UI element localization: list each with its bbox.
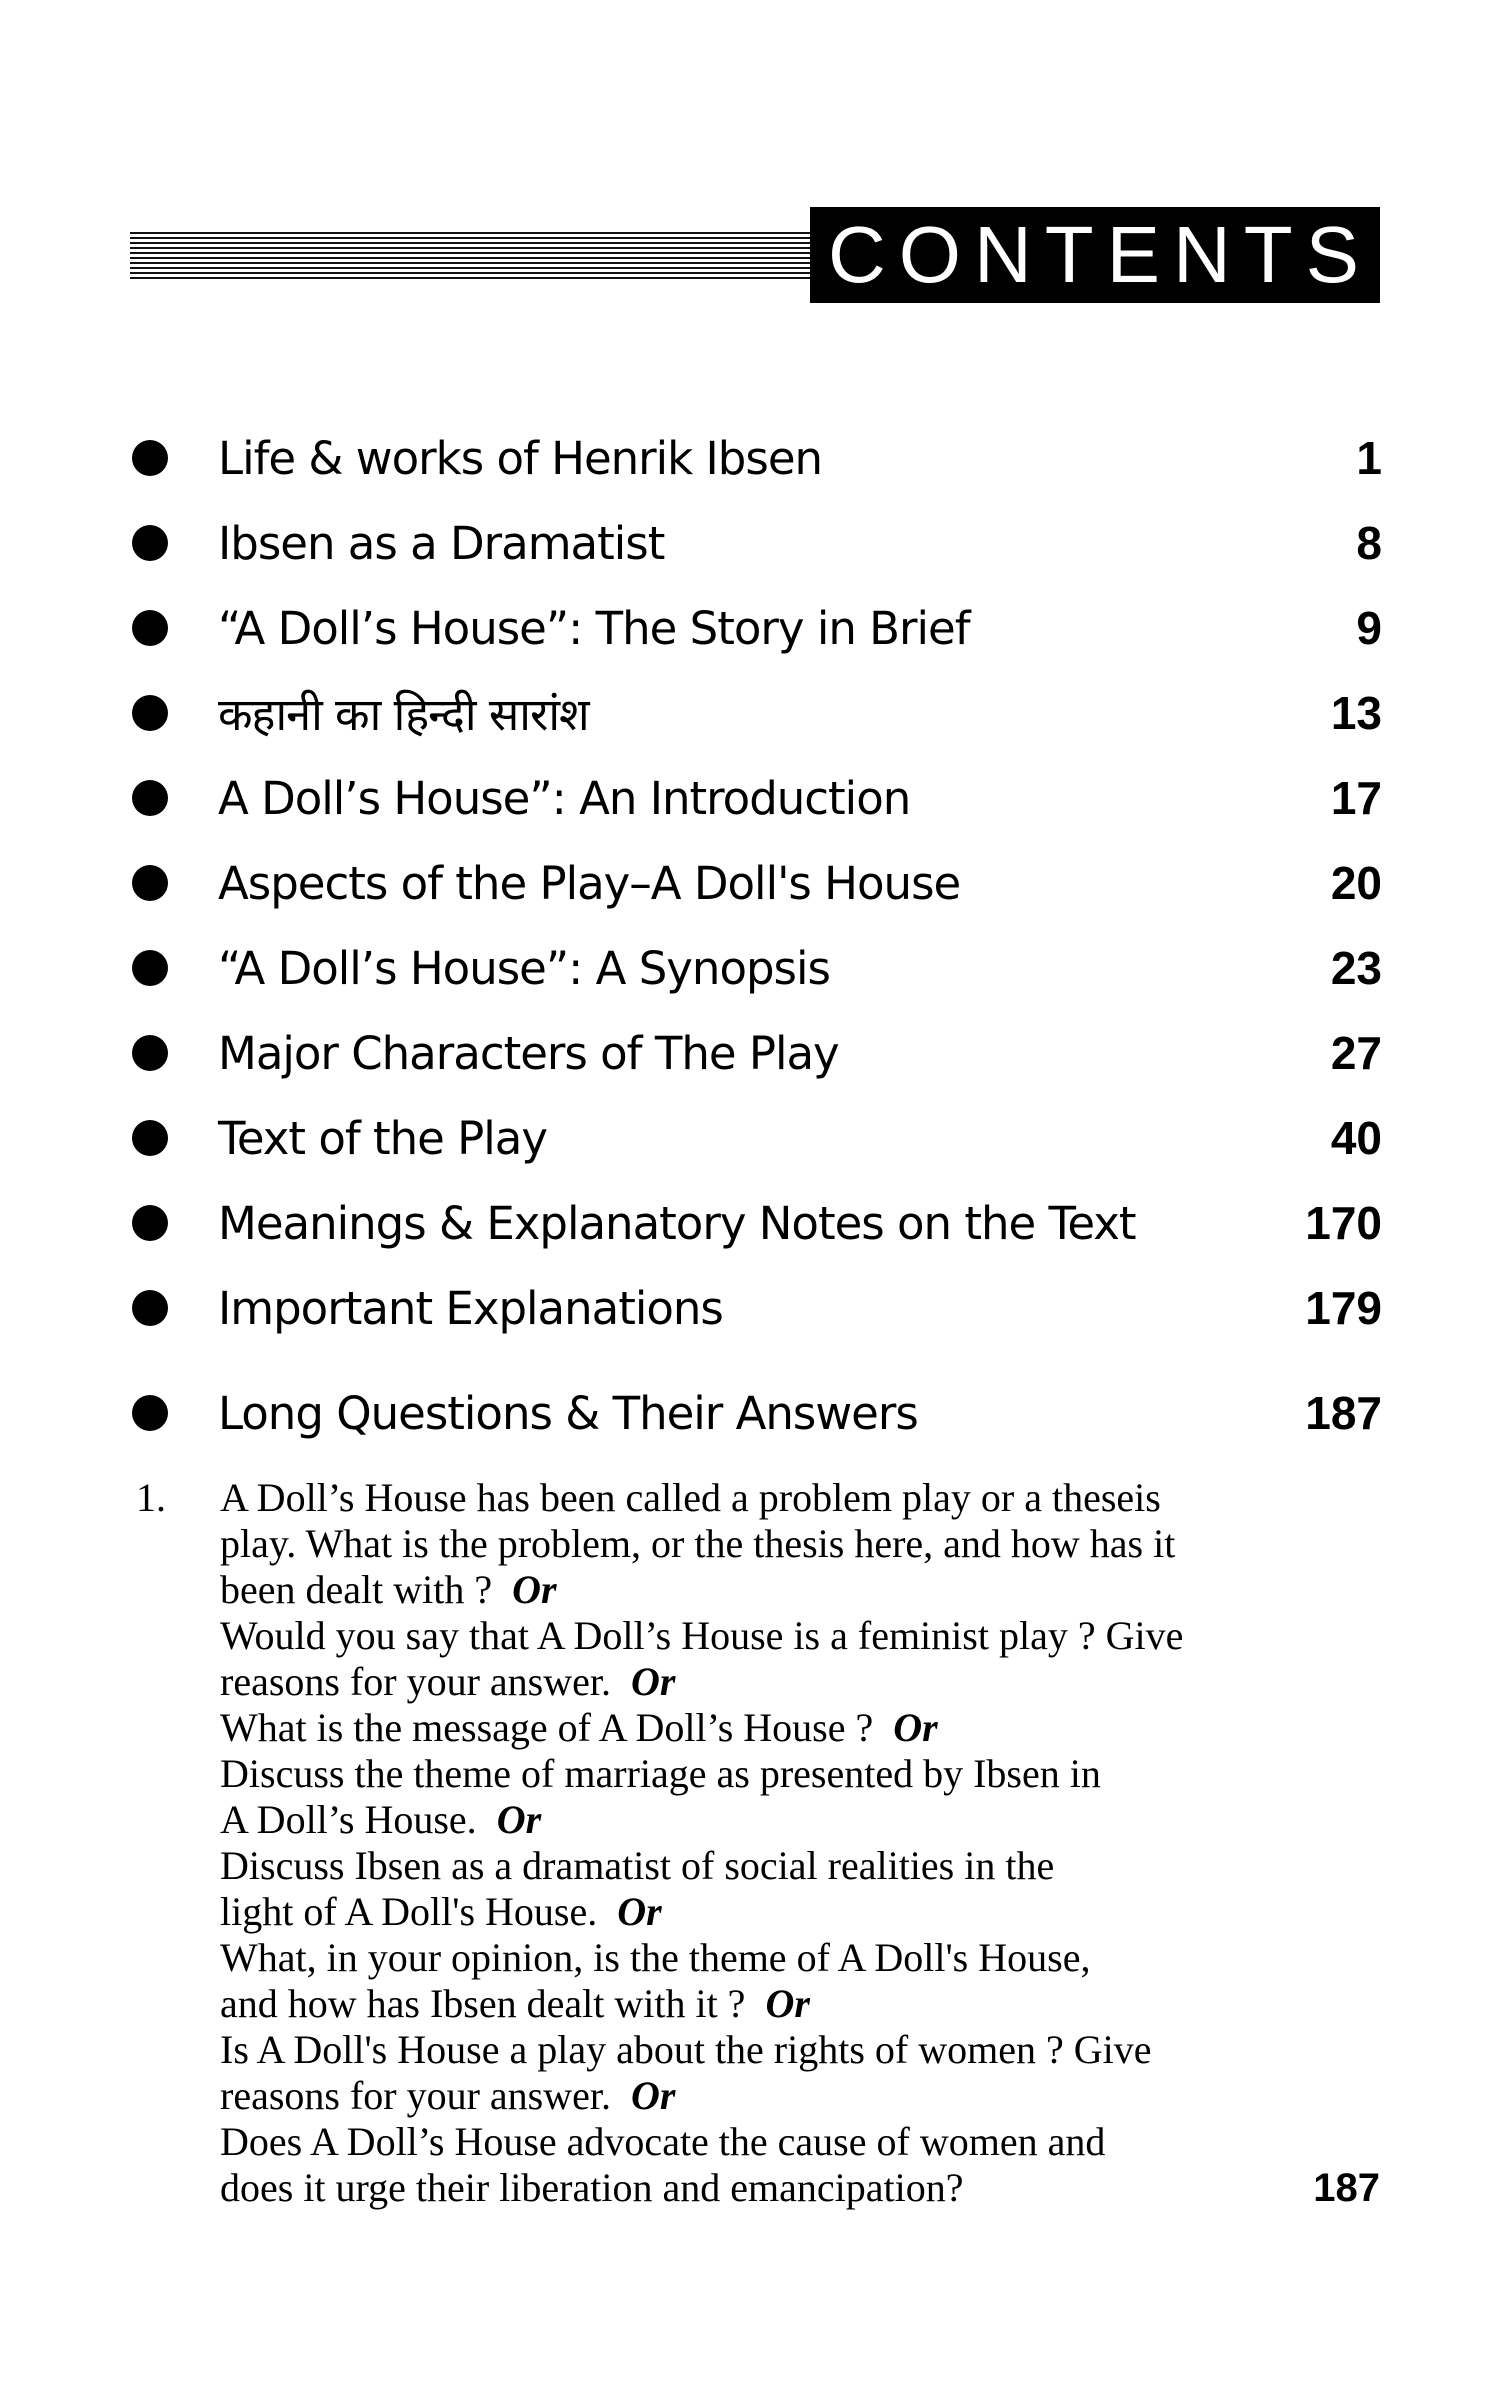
or-label: Or (631, 1659, 676, 1704)
toc-entry-page: 17 (1330, 772, 1382, 824)
header-rule-lines (130, 232, 810, 282)
toc-entry-label: “A Doll’s House”: The Story in Brief (218, 601, 970, 655)
question-line (220, 1705, 1260, 1751)
toc-entry-label: Important Explanations (218, 1281, 723, 1335)
toc-entry-page: 8 (1356, 517, 1382, 569)
toc-entry (132, 513, 1382, 573)
question-line (220, 1981, 1260, 2027)
question-line (220, 1567, 1260, 1613)
toc-entry-page: 23 (1330, 942, 1382, 994)
toc-entry-page: 1 (1356, 432, 1382, 484)
toc-entry (132, 1278, 1382, 1338)
toc-entry-page: 9 (1356, 602, 1382, 654)
question-line-text: and how has Ibsen dealt with it ? (220, 1981, 746, 2026)
bullet-icon (132, 440, 168, 476)
or-label: Or (617, 1889, 662, 1934)
question-line-text: A Doll’s House has been called a problem play or a theseis (220, 1475, 1161, 1520)
question-line (220, 1751, 1260, 1797)
bullet-icon (132, 695, 168, 731)
bullet-icon (132, 1120, 168, 1156)
bullet-icon (132, 1395, 168, 1431)
question-line-text: Does A Doll’s House advocate the cause of women and (220, 2119, 1106, 2164)
bullet-icon (132, 1205, 168, 1241)
question-line-text: reasons for your answer. (220, 1659, 611, 1704)
bullet-icon (132, 525, 168, 561)
toc-entry-label: Text of the Play (218, 1111, 547, 1165)
question-line (220, 2073, 1260, 2119)
toc-entry (132, 428, 1382, 488)
toc-entry (132, 598, 1382, 658)
question-text (220, 1475, 1260, 2211)
question-line (220, 1475, 1260, 1521)
toc-entry (132, 1023, 1382, 1083)
question-line-text: A Doll’s House. (220, 1797, 477, 1842)
toc-entry (132, 1383, 1382, 1443)
toc-entry-label: Ibsen as a Dramatist (218, 516, 665, 570)
toc-entry-label: Life & works of Henrik Ibsen (218, 431, 823, 485)
question-line-text: What is the message of A Doll’s House ? (220, 1705, 874, 1750)
question-line-text: reasons for your answer. (220, 2073, 611, 2118)
bullet-icon (132, 1035, 168, 1071)
question-line (220, 2165, 1260, 2211)
bullet-icon (132, 950, 168, 986)
toc-entry (132, 768, 1382, 828)
question-line-text: does it urge their liberation and emancipation? (220, 2165, 964, 2210)
toc-entry-label: Aspects of the Play–A Doll's House (218, 856, 961, 910)
question-line-text: light of A Doll's House. (220, 1889, 598, 1934)
question-page-number: 187 (1313, 2166, 1380, 2210)
toc-entry (132, 938, 1382, 998)
toc-entry-page: 27 (1330, 1027, 1382, 1079)
toc-entry-label: कहानी का हिन्दी सारांश (218, 687, 589, 741)
toc-entry (132, 1108, 1382, 1168)
toc-entry-label: “A Doll’s House”: A Synopsis (218, 941, 830, 995)
or-label: Or (496, 1797, 542, 1842)
question-line (220, 1521, 1260, 1567)
or-label: Or (631, 2073, 676, 2118)
bullet-icon (132, 1290, 168, 1326)
toc-entry (132, 1193, 1382, 1253)
toc-entry-label: A Doll’s House”: An Introduction (218, 771, 911, 825)
or-label: Or (893, 1705, 938, 1750)
question-number: 1. (136, 1475, 166, 1520)
question-line-text: play. What is the problem, or the thesis here, and how has it (220, 1521, 1176, 1566)
toc-entry-page: 40 (1330, 1112, 1382, 1164)
question-line (220, 1935, 1260, 1981)
question-line (220, 1889, 1260, 1935)
question-line-text: Would you say that A Doll’s House is a feminist play ? Give (220, 1613, 1184, 1658)
bullet-icon (132, 865, 168, 901)
or-label: Or (512, 1567, 557, 1612)
toc-entry (132, 683, 1382, 743)
toc-entry-label: Major Characters of The Play (218, 1026, 839, 1080)
toc-entry (132, 853, 1382, 913)
question-line (220, 1843, 1260, 1889)
question-line (220, 2119, 1260, 2165)
bullet-icon (132, 610, 168, 646)
toc-entry-page: 170 (1305, 1197, 1382, 1249)
question-line-text: been dealt with ? (220, 1567, 493, 1612)
bullet-icon (132, 780, 168, 816)
question-line (220, 1613, 1260, 1659)
question-line-text: Discuss the theme of marriage as presented by Ibsen in (220, 1751, 1101, 1796)
toc-entry-page: 13 (1330, 687, 1382, 739)
toc-entry-page: 20 (1330, 857, 1382, 909)
or-label: Or (765, 1981, 810, 2026)
question-line (220, 2027, 1260, 2073)
question-line-text: Is A Doll's House a play about the rights of women ? Give (220, 2027, 1152, 2072)
question-line (220, 1797, 1260, 1843)
toc-entry-page: 187 (1305, 1387, 1382, 1439)
question-line-text: What, in your opinion, is the theme of A Doll's House, (220, 1935, 1091, 1980)
toc-entry-page: 179 (1305, 1282, 1382, 1334)
question-line (220, 1659, 1260, 1705)
question-line-text: Discuss Ibsen as a dramatist of social realities in the (220, 1843, 1055, 1888)
toc-entry-label: Long Questions & Their Answers (218, 1386, 918, 1440)
contents-title: CONTENTS (810, 207, 1380, 303)
toc-entry-label: Meanings & Explanatory Notes on the Text (218, 1196, 1136, 1250)
